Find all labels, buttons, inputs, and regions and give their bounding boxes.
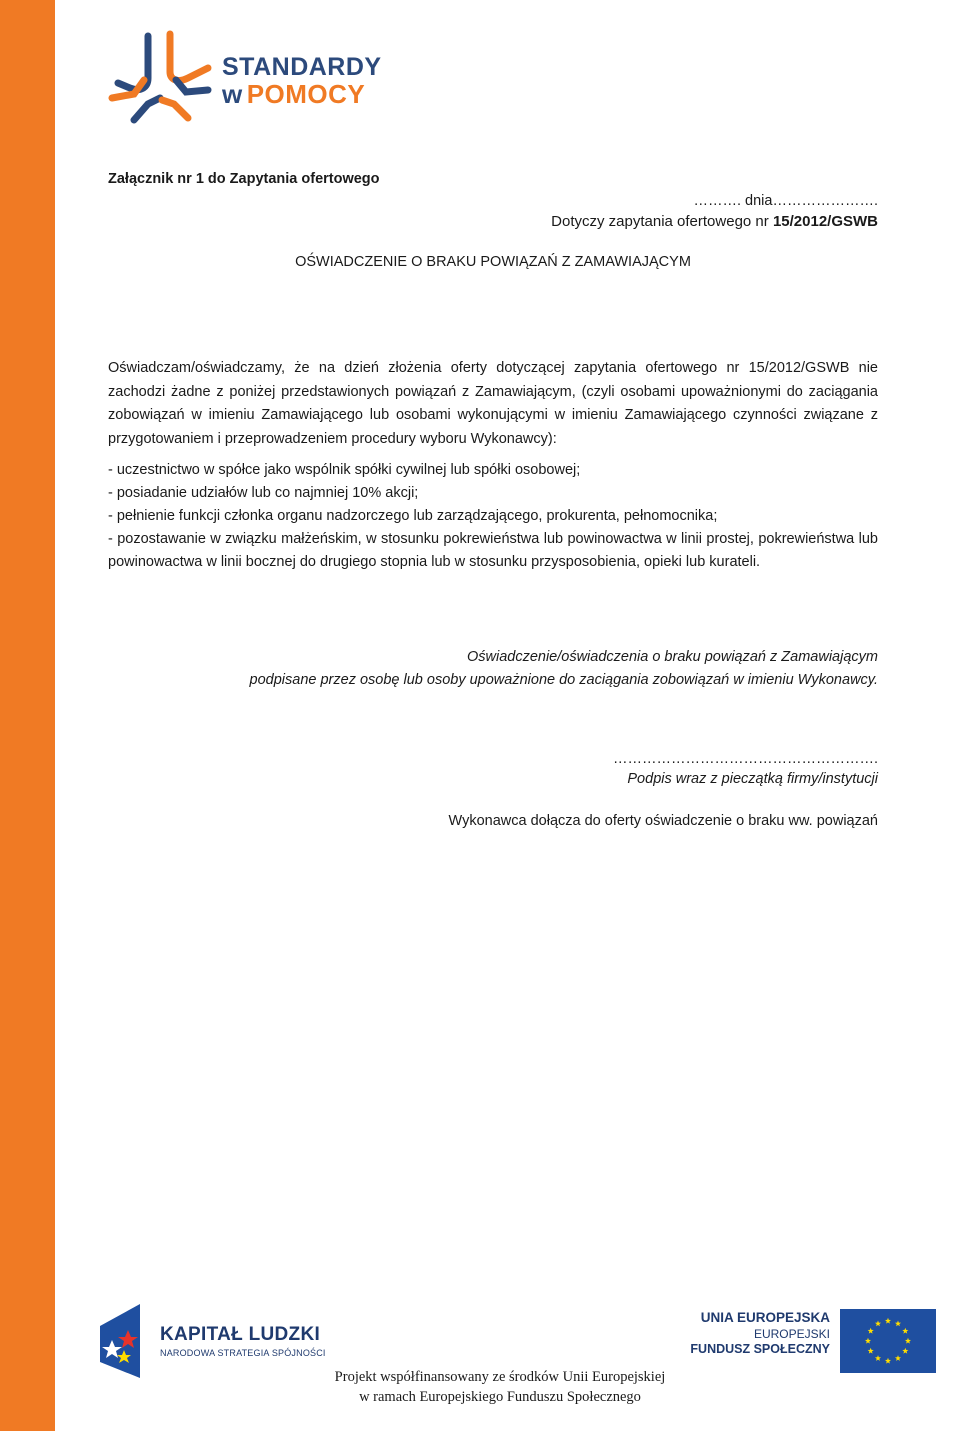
signed-note-line2: podpisane przez osobę lub osoby upoważnione do zaciągania zobowiązań w imieniu Wykonawcy.: [249, 672, 878, 688]
signature-dots: ……………………………………………….: [612, 751, 878, 767]
logo-text-w: w: [222, 79, 243, 109]
inquiry-reference: [551, 213, 878, 230]
standardy-w-pomocy-logo: [104, 28, 394, 124]
footer-line2: w ramach Europejskiego Funduszu Społecznego: [359, 1389, 641, 1405]
annex-label: Załącznik nr 1 do Zapytania ofertowego: [108, 171, 380, 187]
ue-line2: EUROPEJSKI: [753, 1327, 830, 1341]
star-logo-icon: [104, 28, 222, 124]
relations-list: [108, 459, 878, 574]
footer-line1: Projekt współfinansowany ze środków Unii Europejskiej: [334, 1369, 666, 1385]
ue-logo-text: [680, 1310, 830, 1356]
signed-note: [160, 646, 878, 692]
date-line: ………. dnia………………….: [693, 193, 878, 209]
inquiry-prefix: Dotyczy zapytania ofertowego nr: [551, 213, 773, 230]
logo-text-standardy: STANDARDY: [222, 53, 382, 81]
statement-paragraph: Oświadczam/oświadczamy, że na dzień złożenia oferty dotyczącej zapytania ofertowego nr 15/2012/GSWB nie zachodzi żadne z poniżej przedstawionych powiązań z Zamawiającym, (czyli osobami upoważnionymi do zaciągania zobowiązań w imieniu Zamawiającego lub osobami wykonującymi w imieniu Zamawiającego czynności związane z przygotowaniem i przeprowadzeniem procedury wyboru Wykonawcy):: [108, 360, 878, 447]
signed-note-line1: Oświadczenie/oświadczenia o braku powiązań z Zamawiającym: [466, 649, 878, 665]
logo-text-pomocy: POMOCY: [246, 79, 366, 109]
inquiry-number: 15/2012/GSWB: [772, 213, 878, 230]
list-item: - posiadanie udziałów lub co najmniej 10% akcji;: [108, 485, 419, 501]
footer-cofinancing: [260, 1367, 740, 1407]
kl-logo-title: KAPITAŁ LUDZKI: [160, 1324, 321, 1345]
kl-logo-subtitle: NARODOWA STRATEGIA SPÓJNOŚCI: [160, 1348, 326, 1358]
list-item: - uczestnictwo w spółce jako wspólnik spółki cywilnej lub spółki osobowej;: [108, 462, 581, 478]
ue-line1: UNIA EUROPEJSKA: [700, 1310, 830, 1325]
document-title: OŚWIADCZENIE O BRAKU POWIĄZAŃ Z ZAMAWIAJĄCYM: [295, 254, 691, 270]
orange-side-bar: [0, 0, 55, 1431]
contractor-note: Wykonawca dołącza do oferty oświadczenie o braku ww. powiązań: [448, 813, 878, 829]
eu-flag-icon: [840, 1309, 936, 1373]
ue-line3: FUNDUSZ SPOŁECZNY: [690, 1342, 830, 1356]
list-item: - pełnienie funkcji członka organu nadzorczego lub zarządzającego, prokurenta, pełnomocnika;: [108, 508, 718, 524]
list-item: - pozostawanie w związku małżeńskim, w stosunku pokrewieństwa lub powinowactwa w linii prostej, pokrewieństwa lub powinowactwa w linii bocznej do drugiego stopnia lub w stosunku przysposobienia, opieki lub kurateli.: [108, 531, 878, 570]
signature-label: Podpis wraz z pieczątką firmy/instytucji: [627, 771, 878, 787]
